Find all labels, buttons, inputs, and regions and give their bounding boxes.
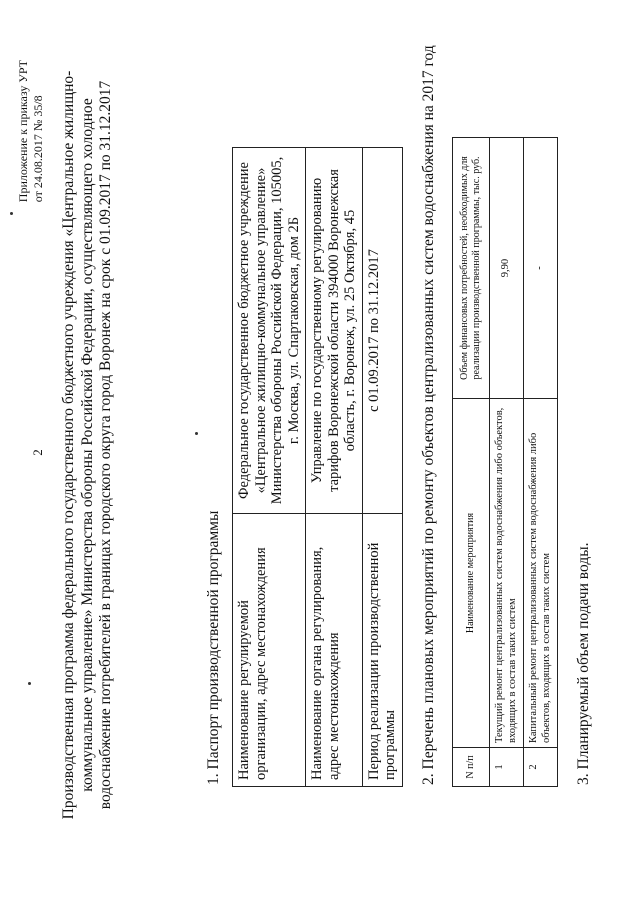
passport-label: Наименование органа регулирования, адрес местонахождения xyxy=(306,514,363,787)
table-row xyxy=(362,148,402,787)
appendix-line-2: от 24.08.2017 № 35/8 xyxy=(31,95,45,203)
document-title xyxy=(60,65,116,825)
scan-speck xyxy=(10,212,13,215)
measure-name: Текущий ремонт централизованных систем водоснабжения либо объектов, входящих в состав таких систем xyxy=(490,399,524,748)
row-number: 2 xyxy=(524,748,558,787)
passport-label: Наименование регулируемой организации, адрес местонахождения xyxy=(233,514,306,787)
passport-value: Управление по государственному регулированию тарифов Воронежской области 394000 Воронежская область, г. Воронеж, ул. 25 Октября, 45 xyxy=(306,148,363,514)
table-row xyxy=(306,148,363,787)
row-number: 1 xyxy=(490,748,524,787)
title-line-1: Производственная программа федерального государственного бюджетного учреждения «Центральное жилищно- xyxy=(60,70,77,820)
measure-value: - xyxy=(524,138,558,399)
measure-name: Капитальный ремонт централизованных систем водоснабжения либо объектов, входящих в состав таких систем xyxy=(524,399,558,748)
appendix-note xyxy=(16,60,46,202)
appendix-line-1: Приложение к приказу УРТ xyxy=(16,60,30,203)
section-2-heading: 2. Перечень плановых мероприятий по ремонту объектов централизованных систем водоснабжения на 2017 год xyxy=(420,45,437,785)
scan-speck xyxy=(195,432,198,435)
passport-value: с 01.09.2017 по 31.12.2017 xyxy=(362,148,402,514)
passport-label: Период реализации производственной программы xyxy=(362,514,402,787)
table-row xyxy=(233,148,306,787)
passport-value: Федеральное государственное бюджетное учреждение «Центральное жилищно-коммунальное управление» Министерства обороны Российской Федерации, 105005, г. Москва, ул. Спартаковская, дом 2Б xyxy=(233,148,306,514)
table-header-row xyxy=(453,138,490,787)
measures-table xyxy=(452,137,558,787)
column-header-value: Объем финансовых потребностей, необходимых для реализации производственной программы, тыс. руб. xyxy=(453,138,490,399)
column-header-num: N п/п xyxy=(453,748,490,787)
column-header-name: Наименование мероприятия xyxy=(453,399,490,748)
page-number: 2 xyxy=(30,449,45,456)
scan-speck xyxy=(28,682,31,685)
title-line-3: водоснабжение потребителей в границах городского округа город Воронеж на срок с 01.09.2017 по 31.12.2017 xyxy=(97,80,114,810)
table-row xyxy=(490,138,524,787)
passport-table xyxy=(232,147,403,787)
table-row xyxy=(524,138,558,787)
title-line-2: коммунальное управление» Министерства обороны Российской Федерации, осуществляющего холодное xyxy=(78,98,96,792)
measure-value: 9,90 xyxy=(490,138,524,399)
section-1-heading: 1. Паспорт производственной программы xyxy=(205,510,222,785)
section-3-heading: 3. Планируемый объем подачи воды. xyxy=(575,542,592,785)
